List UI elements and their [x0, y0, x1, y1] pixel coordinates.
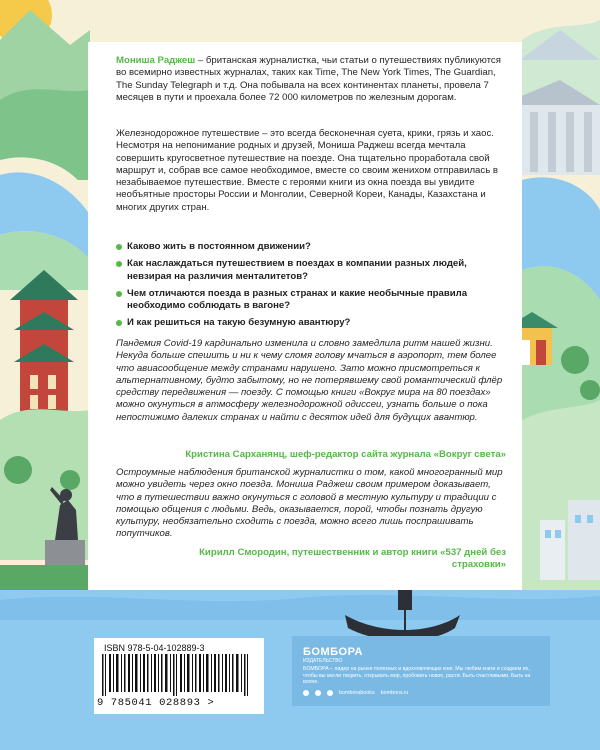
barcode-digits: 9 785041 028893 > — [97, 697, 215, 709]
vk-icon — [315, 690, 321, 696]
publisher-logo: БОМБОРА — [303, 646, 363, 658]
author-name: Мониша Раджеш — [116, 55, 196, 66]
author-bio — [116, 55, 506, 104]
review-2-text: Остроумные наблюдения британской журналистки о том, какой многогранный мир можно увидеть через окно поезда. Мониша Раджеш своим примером доказывает, что в путешествии важно окунуться с головой в местную культуру и традиции с помощью общения с людьми. Ведь, оказывается, порой, чтобы познать другую культуру, необязательно сходить с поезда, можно всего лишь поспрашивать попутчиков. — [116, 467, 503, 540]
review-1-signature: Кристина Сарханянц, шеф-редактор сайта журнала «Вокруг света» — [185, 449, 506, 460]
review-2-signature: Кирилл Смородин, путешественник и автор книги «537 дней без страховки» — [199, 547, 506, 571]
bullet-dot-icon — [116, 244, 122, 250]
publisher-links — [303, 690, 408, 696]
author-bio-text: – британская журналистка, чьи статьи о путешествиях публикуются во всемирно известных журналах, таких как Time, The New York Times, The Guardian, The Sunday Telegraph и т.д. Она побывала на всех континентах планеты, провела 7 месяцев в пути и проехала более 72 000 километров по железным дорогам. — [116, 55, 501, 103]
barcode — [100, 654, 260, 696]
bullet-dot-icon — [116, 261, 122, 267]
book-intro: Железнодорожное путешествие – это всегда бесконечная суета, крики, грязь и хаос. Несмотря на непонимание родных и друзей, Мониша Раджеш всегда мечтала совершить кругосветное путешествие на поезде. Она тщательно проработала свой маршрут и, собрав все самое необходимое, вместе со своим женихом отправилась в незабываемое путешествие. Вместе с героями книги из окна поезда вы увидите необъятные просторы России и Монголии, Северной Кореи, Канады, Казахстана и многих других стран. — [116, 128, 498, 213]
question-item: Каково жить в постоянном движении? — [116, 241, 506, 253]
pagoda-left — [10, 270, 78, 420]
social-handle[interactable]: bomborabooks — [339, 690, 375, 696]
question-item: И как решиться на такую безумную авантюру? — [116, 317, 506, 329]
facebook-icon — [303, 690, 309, 696]
publisher-subtitle: ИЗДАТЕЛЬСТВО — [303, 658, 343, 664]
publisher-description: БОМБОРА – лидер на рынке полезных и вдохновляющих книг. Мы любим книги и создаем их, чтобы вы могли творить, открывать мир, пробовать новое, расти. Быть счастливыми. Быть на волне. — [303, 666, 531, 685]
bullet-dot-icon — [116, 320, 122, 326]
publisher-website[interactable]: bombora.ru — [380, 690, 409, 696]
isbn-number: ISBN 978-5-04-102889-3 — [104, 643, 205, 653]
review-1-text: Пандемия Covid-19 кардинально изменила и словно замедлила ритм нашей жизни. Некуда больше спешить и ни к чему сломя голову мчаться в аэропорт, тем более что авиасообщение между странами нарушено. Зато можно присмотреться к альтернативному, будто забытому, но не потерявшему свой романтический флёр средству передвижения — поезду. С помощью книги «Вокруг мира на 80 поездах» можно окунуться в атмосферу железнодорожной одиссеи, узнать больше о пока непостижимо далеких странах и найти с десяток идей для будущих авантюр. — [116, 338, 503, 423]
question-list — [116, 241, 506, 335]
bullet-dot-icon — [116, 291, 122, 297]
question-item: Как наслаждаться путешествием в поездах в компании разных людей, невзирая на различия менталитетов? — [116, 258, 506, 283]
question-item: Чем отличаются поезда в разных странах и какие необычные правила необходимо соблюдать в вагоне? — [116, 288, 506, 313]
instagram-icon — [327, 690, 333, 696]
